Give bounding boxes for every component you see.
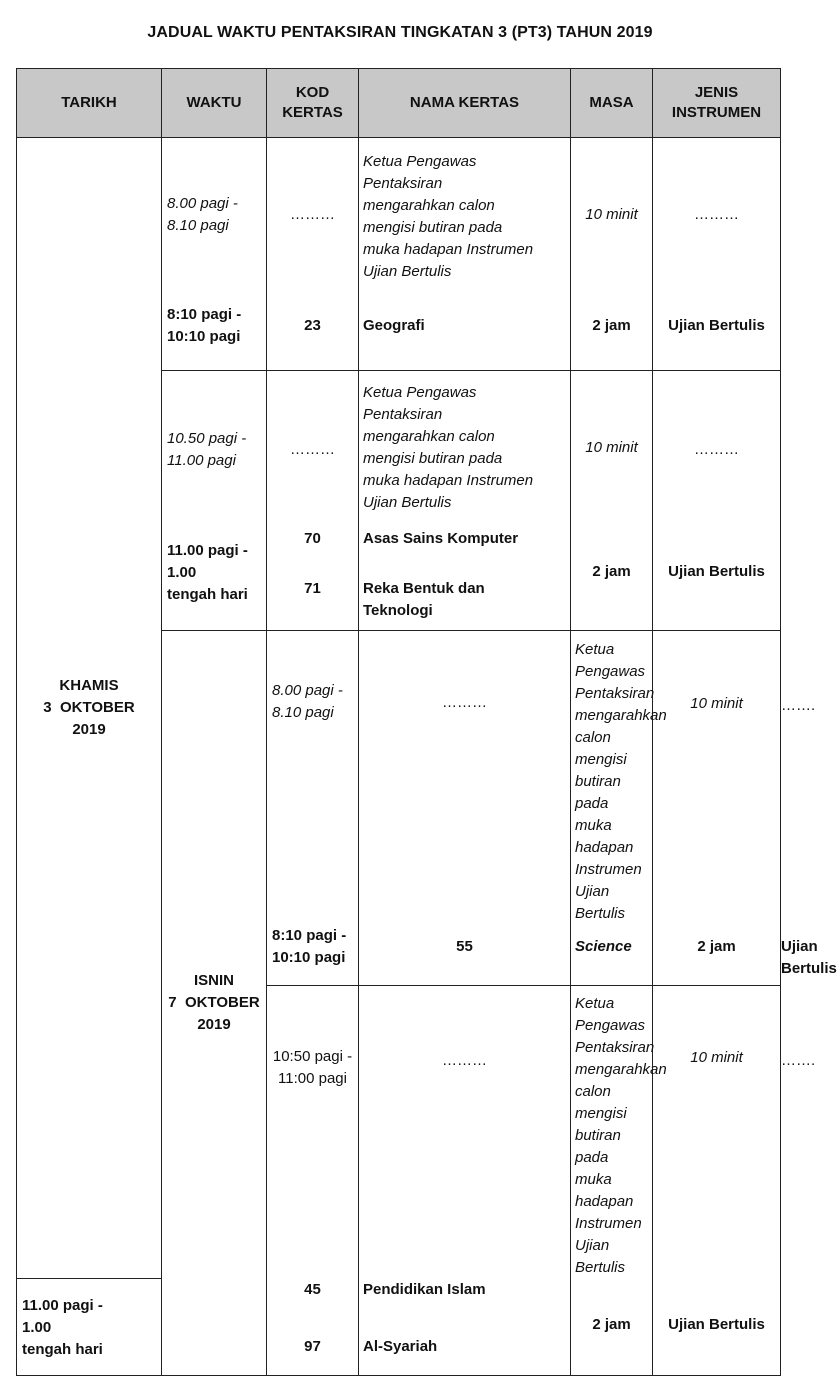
description-line: mengarahkan calon — [363, 197, 495, 214]
description-line: Ketua Pengawas — [363, 384, 477, 401]
time-cell — [162, 371, 267, 528]
kod-cell: 70 — [267, 528, 359, 578]
header-jenis-line2: INSTRUMEN — [671, 104, 762, 121]
header-kod-line1: KOD — [295, 84, 330, 101]
kod-cell: 23 — [267, 304, 359, 371]
description-line: Ujian Bertulis — [575, 1236, 626, 1276]
time-text: 1.00 — [167, 563, 197, 581]
masa-cell: 2 jam — [571, 528, 653, 631]
description-line: muka hadapan Instrumen — [575, 817, 642, 878]
time-cell — [162, 138, 267, 304]
kod-cell: ……… — [359, 985, 571, 1279]
time-text: 8:10 pagi - — [167, 305, 242, 323]
table-row: ISNIN 7 OKTOBER 2019 8.00 pagi - 8.10 pagi ……… Ketua Pengawas Pentaksiran mengarahkan calon mengisi butiran pada muka hadapan Instrumen Ujian Bertulis 10 minit ……. — [17, 631, 781, 926]
date-date: 3 OKTOBER — [43, 699, 135, 716]
subject-line: Reka Bentuk dan — [363, 579, 485, 597]
date-date: 7 OKTOBER — [168, 994, 260, 1011]
description-line: Ketua Pengawas — [575, 641, 646, 680]
header-waktu: WAKTU — [162, 69, 267, 138]
description-line: Ujian Bertulis — [363, 263, 452, 280]
description-line: mengarahkan calon — [363, 428, 495, 445]
masa-cell: 10 minit — [571, 371, 653, 528]
description-line: mengarahkan calon — [575, 707, 667, 746]
header-kod-kertas — [267, 69, 359, 138]
header-jenis-line1: JENIS — [694, 84, 739, 101]
timetable — [16, 68, 837, 1376]
description-line: Ujian Bertulis — [363, 494, 452, 511]
date-year: 2019 — [197, 1016, 231, 1033]
subject-cell: Al-Syariah — [359, 1328, 571, 1376]
date-cell — [162, 631, 267, 1376]
kod-cell: ……… — [267, 371, 359, 528]
masa-cell: 10 minit — [571, 138, 653, 304]
jenis-cell: Ujian Bertulis — [653, 1279, 781, 1376]
date-year: 2019 — [72, 721, 106, 738]
kod-cell: 71 — [267, 578, 359, 631]
subject-cell: Asas Sains Komputer — [359, 528, 571, 578]
description-line: mengisi butiran pada — [575, 751, 627, 812]
description-line: Pentaksiran — [363, 406, 443, 423]
header-row — [17, 69, 781, 138]
masa-cell: 2 jam — [571, 304, 653, 371]
description-line: Ketua Pengawas — [363, 153, 477, 170]
time-cell — [17, 1279, 162, 1376]
time-cell — [162, 528, 267, 631]
masa-cell: 2 jam — [571, 1279, 653, 1376]
description-cell — [571, 631, 667, 926]
description-line: muka hadapan Instrumen — [575, 1170, 642, 1232]
kod-cell: ……… — [359, 631, 571, 926]
header-tarikh: TARIKH — [17, 69, 162, 138]
date-day: KHAMIS — [59, 677, 119, 694]
subject-cell — [359, 578, 571, 631]
time-cell — [267, 631, 359, 926]
date-day: ISNIN — [193, 972, 234, 989]
subject-cell: Pendidikan Islam — [359, 1279, 571, 1328]
page-title: JADUAL WAKTU PENTAKSIRAN TINGKATAN 3 (PT3) TAHUN 2019 — [147, 24, 653, 41]
time-text: 11.00 pagi - — [22, 1297, 103, 1314]
masa-cell: 10 minit — [653, 631, 781, 926]
description-line: Ketua Pengawas — [575, 994, 646, 1034]
description-cell — [359, 371, 571, 528]
description-line: Ujian Bertulis — [575, 883, 626, 922]
header-jenis-instrumen — [653, 69, 781, 138]
subject-cell: Geografi — [359, 304, 571, 371]
time-text: 8:10 pagi - — [272, 927, 347, 944]
header-kod-line2: KERTAS — [282, 104, 343, 121]
description-line: Pentaksiran — [575, 1038, 655, 1056]
kod-cell: ……… — [267, 138, 359, 304]
description-line: muka hadapan Instrumen — [363, 472, 534, 489]
description-cell — [359, 138, 571, 304]
time-cell — [162, 304, 267, 371]
jenis-cell: Ujian Bertulis — [653, 304, 781, 371]
time-text: 8.10 pagi — [272, 704, 334, 721]
time-text: 10:10 pagi — [167, 327, 241, 345]
table-row: 8:10 pagi - 10:10 pagi 55 Science 2 jam Ujian Bertulis — [17, 925, 781, 985]
masa-cell: 10 minit — [653, 985, 781, 1279]
description-line: mengisi butiran pada — [575, 1104, 627, 1166]
subject-cell: Science — [571, 925, 653, 985]
table-row — [17, 138, 781, 304]
date-cell — [17, 138, 162, 1279]
time-text: 8.00 pagi - — [272, 682, 343, 699]
time-text: 8.00 pagi - — [167, 195, 238, 212]
jenis-cell: ……… — [653, 371, 781, 528]
time-text: 10.50 pagi - — [167, 430, 247, 447]
table-row — [17, 1279, 781, 1328]
kod-cell: 55 — [359, 925, 571, 985]
time-cell — [267, 985, 359, 1279]
masa-cell: 2 jam — [653, 925, 781, 985]
kod-cell: 45 — [267, 1279, 359, 1328]
time-text: 1.00 — [22, 1319, 52, 1336]
subject-line: Teknologi — [363, 601, 433, 619]
time-text: 11.00 pagi — [167, 452, 236, 469]
description-line: mengisi butiran pada — [363, 219, 503, 236]
description-cell — [571, 985, 667, 1279]
jenis-cell: ……… — [653, 138, 781, 304]
kod-cell: 97 — [267, 1328, 359, 1376]
time-text: 11:00 pagi — [278, 1069, 347, 1087]
description-line: Pentaksiran — [363, 175, 443, 192]
header-masa: MASA — [571, 69, 653, 138]
description-line: muka hadapan Instrumen — [363, 241, 534, 258]
time-text: 11.00 pagi - — [167, 541, 248, 559]
time-cell — [267, 925, 359, 985]
time-text: 10:50 pagi - — [272, 1047, 353, 1065]
description-line: mengisi butiran pada — [363, 450, 503, 467]
table-row: 10:50 pagi - 11:00 pagi ……… Ketua Pengawas Pentaksiran mengarahkan calon mengisi butiran pada muka hadapan Instrumen Ujian Bertulis 10 minit ……. — [17, 985, 781, 1279]
header-nama-kertas: NAMA KERTAS — [359, 69, 571, 138]
time-text: tengah hari — [22, 1341, 103, 1358]
time-text: tengah hari — [167, 585, 248, 603]
description-line: Pentaksiran — [575, 685, 655, 702]
time-text: 8.10 pagi — [167, 217, 229, 234]
time-text: 10:10 pagi — [272, 949, 346, 966]
description-line: mengarahkan calon — [575, 1060, 667, 1100]
jenis-cell: Ujian Bertulis — [653, 528, 781, 631]
